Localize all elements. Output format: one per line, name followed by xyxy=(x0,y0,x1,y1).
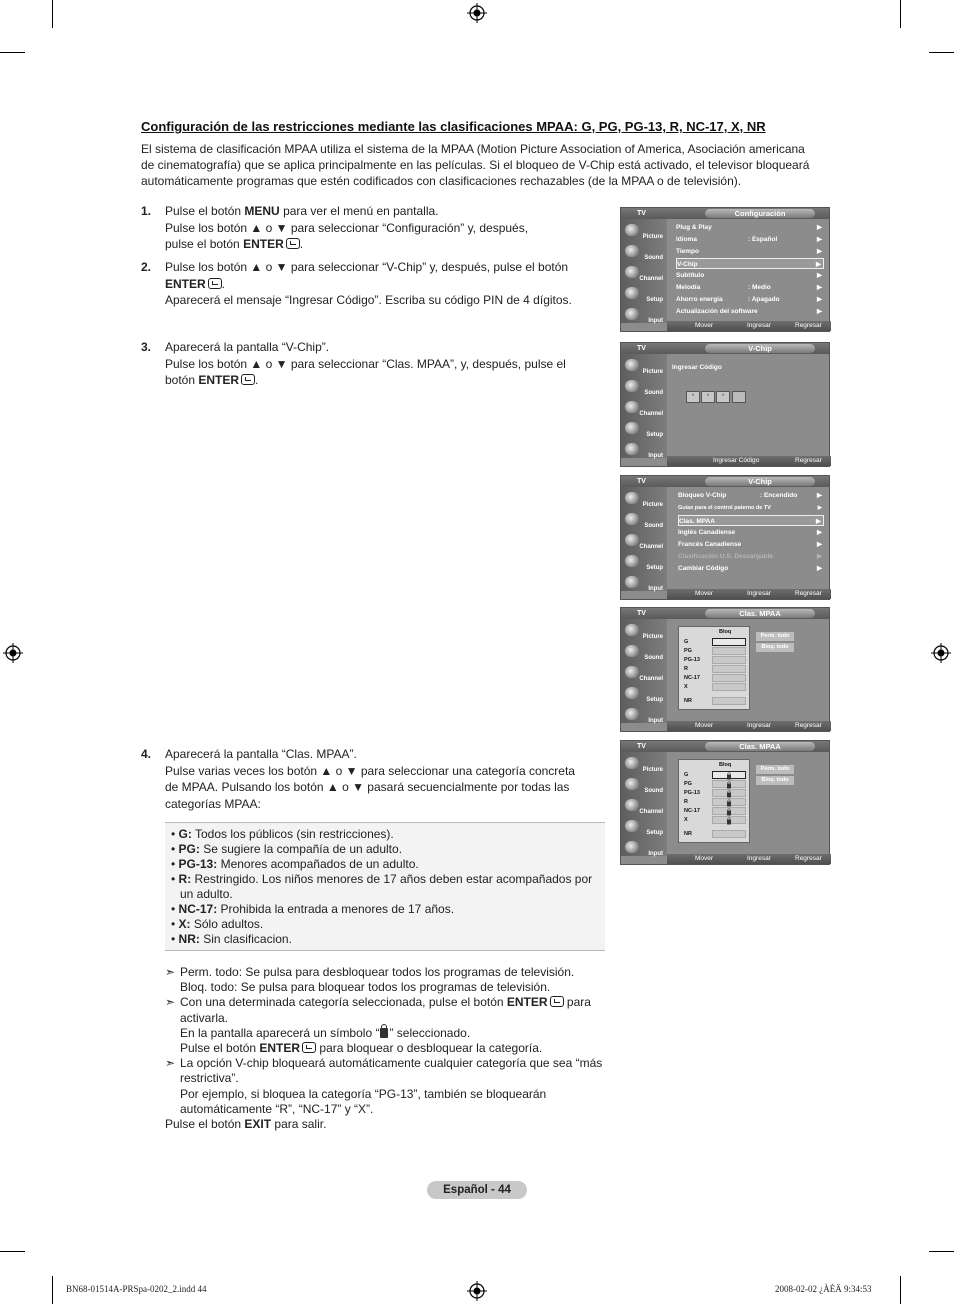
rating-row[interactable]: NC-17 xyxy=(684,807,746,816)
key-enter: ENTER xyxy=(243,237,284,251)
picture-icon xyxy=(625,757,639,769)
sound-icon xyxy=(625,513,639,525)
exit-instruction: Pulse el botón EXIT para salir. xyxy=(165,1117,327,1132)
channel-icon xyxy=(625,799,639,811)
sound-icon xyxy=(625,380,639,392)
rating-row[interactable]: R xyxy=(684,665,746,674)
sidebar-item-sound: Sound xyxy=(623,378,665,398)
lock-icon xyxy=(727,784,731,789)
step-text: . xyxy=(221,276,226,291)
category-item: • PG-13: Menores acompañados de un adulto. xyxy=(171,857,419,871)
osd-screen-vchip-code xyxy=(620,342,830,467)
sidebar-item-channel: Channel xyxy=(623,664,665,684)
step-number: 2. xyxy=(141,260,152,274)
osd-screen-vchip-menu xyxy=(620,475,830,600)
rating-row[interactable]: NC-17 xyxy=(684,674,746,683)
intro-paragraph: El sistema de clasificación MPAA utiliza el sistema de la MPAA (Motion Picture Association of America, Asociación americana de cinematografía) que se aplica principalmente en las películas. Si el bloqueo de V-Chip está activado, el televisor bloqueará automáticamente programas que estén codificados con clasificaciones rechazables (de la MPAA o de televisión). xyxy=(141,142,810,188)
pin-digit-box[interactable] xyxy=(732,391,746,403)
step-text: Pulse varias veces los botón ▲ o ▼ para seleccionar una categoría concreta xyxy=(165,763,575,778)
osd-screen-mpaa xyxy=(620,607,830,732)
osd-sidebar xyxy=(621,619,667,723)
sidebar-item-sound: Sound xyxy=(623,776,665,796)
pin-digit-box[interactable]: * xyxy=(701,391,715,403)
rating-row[interactable]: X xyxy=(684,816,746,825)
lock-icon xyxy=(727,802,731,807)
step-number: 1. xyxy=(141,204,152,218)
setup-icon xyxy=(625,287,639,299)
step-text: para ver el menú en pantalla. xyxy=(279,204,439,218)
sidebar-item-setup: Setup xyxy=(623,685,665,705)
osd-title: Clas. MPAA xyxy=(705,742,815,751)
menu-row: Actualización del software ▶ xyxy=(676,308,822,315)
step-1 xyxy=(141,203,606,253)
osd-sidebar xyxy=(621,487,667,591)
sidebar-item-picture: Picture xyxy=(623,490,665,510)
category-item: • NR: Sin clasificacion. xyxy=(171,932,292,946)
sidebar-item-input: Input xyxy=(623,306,665,326)
channel-icon xyxy=(625,666,639,678)
osd-footer: Mover Ingresar Regresar xyxy=(667,721,831,731)
enter-icon xyxy=(302,1042,316,1053)
setup-icon xyxy=(625,820,639,832)
osd-title: Clas. MPAA xyxy=(705,609,815,618)
rating-row[interactable]: X xyxy=(684,683,746,692)
footer-timestamp: 2008-02-02 ¿ÀÈÄ 9:34:53 xyxy=(775,1284,872,1294)
registration-mark-icon xyxy=(467,1281,487,1301)
rating-row[interactable]: R xyxy=(684,798,746,807)
pin-digit-box[interactable]: * xyxy=(686,391,700,403)
osd-title: V-Chip xyxy=(705,477,815,486)
osd-footer: Mover Ingresar Regresar xyxy=(667,589,831,599)
sound-icon xyxy=(625,778,639,790)
step-text: Pulse los botón ▲ o ▼ para seleccionar “Configuración” y, después, xyxy=(165,220,529,235)
picture-icon xyxy=(625,624,639,636)
step-number: 3. xyxy=(141,340,152,354)
rating-row-nr[interactable]: NR xyxy=(684,830,746,839)
note-arrow-icon: ➣ xyxy=(165,995,176,1010)
channel-icon xyxy=(625,401,639,413)
menu-row: Francés Canadiense ▶ xyxy=(678,541,822,548)
registration-mark-icon xyxy=(931,643,951,663)
input-icon xyxy=(625,443,639,455)
category-item: • R: Restringido. Los niños menores de 17 años deben estar acompañados por un adulto. xyxy=(171,872,593,901)
sidebar-item-picture: Picture xyxy=(623,222,665,242)
osd-screen-configuracion xyxy=(620,207,830,332)
step-text: . xyxy=(255,373,259,387)
note-arrow-icon: ➣ xyxy=(165,1056,176,1071)
rating-row[interactable]: PG xyxy=(684,780,746,789)
tv-label: TV xyxy=(637,743,646,750)
crop-mark xyxy=(52,1276,53,1304)
note-2: ➣ Con una determinada categoría seleccionada, pulse el botón ENTER para activarla. En la pantalla aparecerá un símbolo “ ” seleccionado. Pulse el botón ENTER para bloquear o desbloquear la categoría. xyxy=(165,995,591,1056)
perm-todo-button[interactable]: Perm. todo xyxy=(756,632,794,641)
osd-sidebar xyxy=(621,354,667,458)
crop-mark xyxy=(0,52,25,53)
channel-icon xyxy=(625,534,639,546)
footer-file-name: BN68-01514A-PRSpa-0202_2.indd 44 xyxy=(66,1284,207,1294)
step-text: Aparecerá el mensaje “Ingresar Código”. Escriba su código PIN de 4 dígitos. xyxy=(165,293,572,307)
sidebar-item-channel: Channel xyxy=(623,264,665,284)
sound-icon xyxy=(625,645,639,657)
crop-mark xyxy=(900,1276,901,1304)
picture-icon xyxy=(625,224,639,236)
sidebar-item-picture: Picture xyxy=(623,622,665,642)
page-number: Español - 44 xyxy=(427,1181,527,1199)
menu-row-selected: V-Chip ▶ xyxy=(676,258,824,269)
menu-row: Cambiar Código ▶ xyxy=(678,565,822,572)
lock-icon xyxy=(727,775,731,780)
sidebar-item-sound: Sound xyxy=(623,643,665,663)
tv-label: TV xyxy=(637,478,646,485)
sidebar-item-picture: Picture xyxy=(623,357,665,377)
osd-title: Configuración xyxy=(705,209,815,218)
osd-sidebar xyxy=(621,219,667,323)
key-menu: MENU xyxy=(244,204,280,218)
step-text: . xyxy=(299,237,304,251)
input-icon xyxy=(625,708,639,720)
step-text: Pulse los botón ▲ o ▼ para seleccionar “Clas. MPAA”, y, después, pulse el xyxy=(165,356,566,371)
menu-row: Tiempo ▶ xyxy=(676,248,822,255)
step-text: Aparecerá la pantalla “Clas. MPAA”. xyxy=(165,747,357,761)
bloq-todo-button[interactable]: Bloq. todo xyxy=(756,643,794,652)
mpaa-table: Bloq G PG PG-13 R NC-17 X NR xyxy=(678,759,750,843)
step-text: Aparecerá la pantalla “V-Chip”. xyxy=(165,340,330,354)
sidebar-item-input: Input xyxy=(623,839,665,859)
menu-row: Plug & Play ▶ xyxy=(676,224,822,231)
rating-row[interactable]: G xyxy=(684,638,746,647)
step-text: Pulse los botón ▲ o ▼ para seleccionar “V-Chip” y, después, pulse el botón xyxy=(165,260,569,274)
enter-icon xyxy=(208,278,222,289)
pin-digit-box[interactable]: * xyxy=(716,391,730,403)
osd-screen-mpaa-locked xyxy=(620,740,830,865)
step-text: de MPAA. Pulsando los botón ▲ o ▼ pasará secuencialmente por todas las xyxy=(165,780,570,794)
sidebar-item-setup: Setup xyxy=(623,285,665,305)
pin-label: Ingresar Código xyxy=(672,364,722,371)
tv-label: TV xyxy=(637,210,646,217)
sidebar-item-channel: Channel xyxy=(623,399,665,419)
setup-icon xyxy=(625,422,639,434)
sidebar-item-setup: Setup xyxy=(623,420,665,440)
sidebar-item-channel: Channel xyxy=(623,532,665,552)
step-text: categorías MPAA: xyxy=(165,796,261,811)
rating-row[interactable]: G xyxy=(684,771,746,780)
osd-sidebar xyxy=(621,752,667,856)
sidebar-item-sound: Sound xyxy=(623,243,665,263)
sidebar-item-setup: Setup xyxy=(623,553,665,573)
mpaa-table: Bloq G PG PG-13 R NC-17 X NR xyxy=(678,626,750,710)
crop-mark xyxy=(929,1251,954,1252)
input-icon xyxy=(625,841,639,853)
enter-icon xyxy=(241,374,255,385)
perm-todo-button[interactable]: Perm. todo xyxy=(756,765,794,774)
notes xyxy=(165,965,605,1132)
step-3 xyxy=(141,339,606,389)
category-item: • PG: Se sugiere la compañía de un adulto. xyxy=(171,842,403,856)
sidebar-item-input: Input xyxy=(623,706,665,726)
tv-label: TV xyxy=(637,610,646,617)
mpaa-categories-box xyxy=(165,822,605,951)
menu-row: Ahorro energía : Apagado ▶ xyxy=(676,296,822,303)
menu-row: Guías para el control paterno de TV ▶ xyxy=(678,505,822,511)
tv-label: TV xyxy=(637,345,646,352)
crop-mark xyxy=(900,0,901,28)
registration-mark-icon xyxy=(3,643,23,663)
sidebar-item-picture: Picture xyxy=(623,755,665,775)
picture-icon xyxy=(625,359,639,371)
channel-icon xyxy=(625,266,639,278)
sound-icon xyxy=(625,245,639,257)
section-title: Configuración de las restricciones mediante las clasificaciones MPAA: G, PG, PG-13, R, NC-17, X, NR xyxy=(141,119,766,134)
sidebar-item-setup: Setup xyxy=(623,818,665,838)
sidebar-item-input: Input xyxy=(623,441,665,461)
step-text: botón xyxy=(165,373,199,387)
note-arrow-icon: ➣ xyxy=(165,965,176,979)
input-icon xyxy=(625,576,639,588)
lock-icon xyxy=(380,1028,388,1038)
menu-row-disabled: Clasificación U.S. Descargable ▶ xyxy=(678,553,822,560)
sidebar-item-channel: Channel xyxy=(623,797,665,817)
step-text: pulse el botón xyxy=(165,237,244,251)
input-icon xyxy=(625,308,639,320)
step-2 xyxy=(141,259,606,309)
rating-row-nr[interactable]: NR xyxy=(684,697,746,706)
key-enter: ENTER xyxy=(165,276,206,291)
category-item: • G: Todos los públicos (sin restricciones). xyxy=(171,827,394,841)
step-number: 4. xyxy=(141,747,152,761)
category-item: • NC-17: Prohibida la entrada a menores de 17 años. xyxy=(171,902,455,916)
bloq-todo-button[interactable]: Bloq. todo xyxy=(756,776,794,785)
step-text: Pulse el botón xyxy=(165,204,245,218)
registration-mark-icon xyxy=(467,3,487,23)
key-enter: ENTER xyxy=(198,373,240,387)
osd-footer: Mover Ingresar Regresar xyxy=(667,854,831,864)
rating-row[interactable]: PG xyxy=(684,647,746,656)
menu-row-selected: Clas. MPAA ▶ xyxy=(678,515,824,526)
crop-mark xyxy=(52,0,53,28)
lock-icon xyxy=(727,793,731,798)
menu-row: Idioma : Español ▶ xyxy=(676,236,822,243)
lock-icon xyxy=(727,820,731,825)
rating-row[interactable]: PG-13 xyxy=(684,656,746,665)
note-1: ➣ Perm. todo: Se pulsa para desbloquear todos los programas de televisión. Bloq. todo: Se pulsa para bloquear todos los programas de televisión. xyxy=(165,965,575,995)
menu-row: Inglés Canadiense ▶ xyxy=(678,529,822,536)
enter-icon xyxy=(286,238,300,249)
osd-title: V-Chip xyxy=(705,344,815,353)
lock-icon xyxy=(727,811,731,816)
osd-footer: Mover Ingresar Regresar xyxy=(667,321,831,331)
picture-icon xyxy=(625,492,639,504)
category-item: • X: Sólo adultos. xyxy=(171,917,264,931)
rating-row[interactable]: PG-13 xyxy=(684,789,746,798)
setup-icon xyxy=(625,687,639,699)
menu-row: Subtítulo ▶ xyxy=(676,272,822,279)
osd-footer: Ingresar Código Regresar xyxy=(667,456,831,466)
sidebar-item-input: Input xyxy=(623,574,665,594)
menu-row: Bloqueo V-Chip : Encendido ▶ xyxy=(678,492,822,499)
step-4 xyxy=(141,746,606,812)
setup-icon xyxy=(625,555,639,567)
crop-mark xyxy=(929,52,954,53)
crop-mark xyxy=(0,1251,25,1252)
note-3: ➣ La opción V-chip bloqueará automáticamente cualquier categoría que sea “más restrictiva”. Por ejemplo, si bloquea la categoría “PG-13”, también se bloquearán automáticamente “R”, “NC-17” y “X”. xyxy=(165,1056,603,1116)
menu-row: Melodía : Medio ▶ xyxy=(676,284,822,291)
sidebar-item-sound: Sound xyxy=(623,511,665,531)
enter-icon xyxy=(550,996,564,1007)
